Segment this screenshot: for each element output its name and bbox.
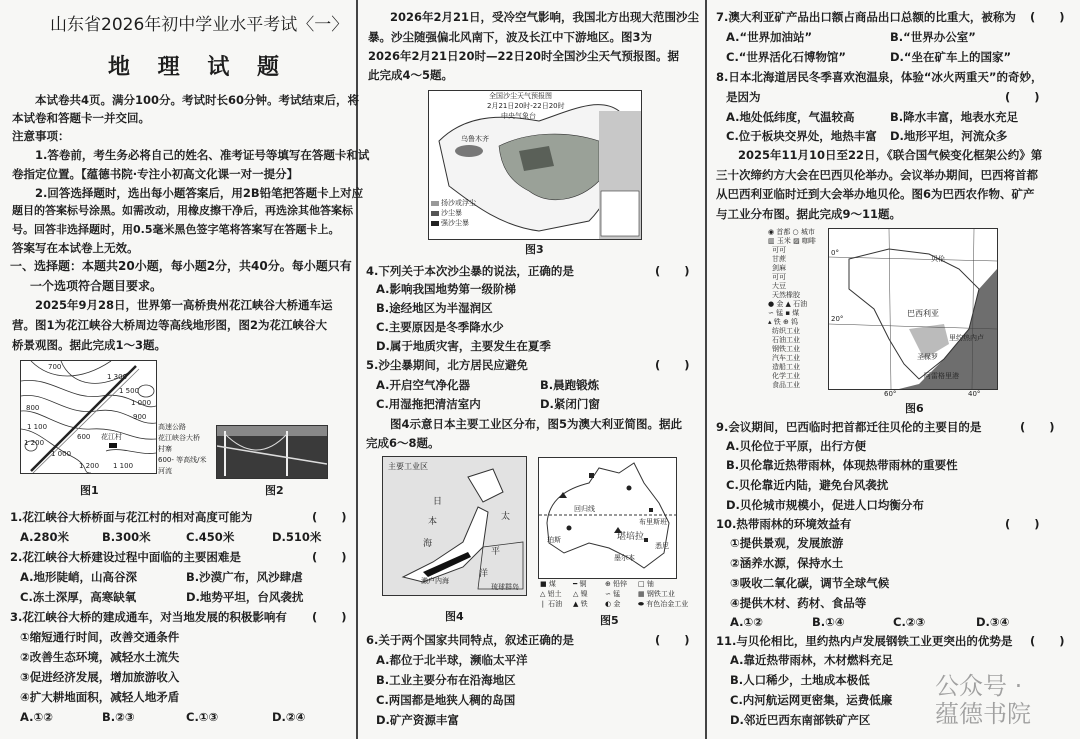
question-stem: 8.日本北海道居民冬季喜欢泡温泉，体验“冰火两重天”的奇妙， (716, 70, 1043, 84)
legend-item: ▲ 铁 (573, 600, 588, 608)
legend-item: 剑麻 (772, 264, 786, 272)
passage-line: 完成6～8题。 (366, 436, 440, 450)
intro-line: 号。回答非选择题时，用0.5毫米黑色签字笔将答案写在答题卡上。 (12, 223, 340, 236)
section-heading: 一、选择题：本题共20小题，每小题2分，共40分。每小题只有 (10, 259, 352, 273)
map-label: 洋 (479, 569, 489, 579)
question-stem: 6.关于两个国家共同特点，叙述正确的是 (366, 633, 574, 647)
contour-label: 1 200 (24, 439, 45, 447)
option[interactable]: D.“坐在矿车上的国家” (890, 50, 1012, 64)
exam-title: 山东省2026年初中学业水平考试〈一〉 (50, 15, 349, 35)
question-stem: 10.热带雨林的环境效益有 (716, 517, 852, 531)
passage-line: 营。图1为花江峡谷大桥周边等高线地形图，图2为花江峡谷大 (12, 318, 328, 332)
contour-label: 1 200 (79, 462, 100, 470)
watermark: 公众号 · 蕴德书院 (935, 672, 1031, 728)
question-stem: 4.下列关于本次沙尘暴的说法，正确的是 (366, 264, 574, 278)
option[interactable]: D.③④ (976, 615, 1010, 629)
passage-line: 2025年11月10日至22日，《联合国气候变化框架公约》第 (738, 148, 1043, 162)
contour-label: 700 (48, 363, 62, 371)
legend-item: 村寨 (158, 445, 172, 453)
legend-item: ◐ 金 (605, 600, 621, 608)
intro-line: 本试卷共4页。满分100分。考试时长60分钟。考试结束后，将 (35, 93, 360, 107)
map-label: 墨尔本 (614, 554, 635, 562)
latitude-label: 0° (831, 249, 839, 257)
contour-label: 1 000 (51, 450, 72, 458)
map-label: 太 (501, 512, 511, 522)
legend-item: ● 金 ▲ 石油 (768, 300, 808, 308)
legend-item: ▥ 玉米 ▨ 咖啡 (768, 237, 816, 245)
bridge-icon (217, 426, 327, 478)
legend-item: 造船工业 (772, 363, 800, 371)
legend-item: 可可 (772, 246, 786, 254)
option[interactable]: B.①④ (812, 615, 845, 629)
statement: ④扩大耕地面积，减轻人地矛盾 (20, 690, 180, 704)
figure-caption: 图2 (265, 484, 284, 497)
legend-item: ⊕ 铅锌 (605, 580, 628, 588)
longitude-label: 60° (884, 390, 897, 398)
passage-line: 此完成4～5题。 (368, 68, 454, 82)
option[interactable]: A.①② (730, 615, 763, 629)
longitude-label: 40° (968, 390, 981, 398)
map-label: 悉尼 (655, 542, 669, 550)
passage-line: 2026年2月21日20时—22日20时全国沙尘天气预报图。据 (368, 49, 680, 63)
option[interactable]: B.贝伦靠近热带雨林，体现热带雨林的重要性 (726, 458, 958, 472)
option[interactable]: D.510米 (272, 530, 322, 544)
option[interactable]: C.内河航运网更密集，运费低廉 (730, 693, 893, 707)
contour-map-figure-1 (20, 360, 157, 474)
legend-item: 主要工业区 (388, 462, 428, 471)
legend-item: 强沙尘暴 (441, 219, 469, 227)
legend-item: ▴ 铁 ⊕ 钨 (768, 318, 799, 326)
answer-blank[interactable]: ( ) (655, 264, 690, 278)
legend-item: ◉ 首都 ○ 城市 (768, 228, 815, 236)
question-stem: 9.会议期间，巴西临时把首都迁往贝伦的主要目的是 (716, 420, 982, 434)
option[interactable]: A.贝伦位于平原，出行方便 (726, 439, 866, 453)
option[interactable]: A.开启空气净化器 (376, 378, 470, 392)
place-label: 乌鲁木齐 (461, 135, 489, 143)
contour-label: 1 100 (113, 462, 134, 470)
map-label: 平 (491, 547, 501, 557)
latitude-label: 20° (831, 315, 844, 323)
legend-item: △ 铝土 (540, 590, 562, 598)
option[interactable]: C.主要原因是冬季降水少 (376, 320, 504, 334)
legend-item: ━ 铜 (573, 580, 587, 588)
city-label: 阿雷格里港 (924, 372, 959, 380)
legend-item: 纺织工业 (772, 327, 800, 335)
option[interactable]: D.邻近巴西东南部铁矿产区 (730, 713, 871, 727)
bridge-photo-figure-2 (216, 425, 328, 479)
contour-label: 900 (133, 413, 147, 421)
answer-blank[interactable]: ( ) (655, 358, 690, 372)
option[interactable]: C.①③ (186, 710, 219, 724)
question-stem: 3.花江峡谷大桥的建成通车，对当地发展的积极影响有 (10, 610, 287, 624)
map-title: 全国沙尘天气预报图 (489, 92, 552, 100)
statement: ②涵养水源，保持水土 (730, 556, 844, 570)
answer-blank[interactable]: ( ) (312, 550, 347, 564)
legend-item: ∽ 锰 (605, 590, 621, 598)
japan-map (383, 457, 526, 595)
legend-item: 汽车工业 (772, 354, 800, 362)
question-stem: 1.花江峡谷大桥桥面与花江村的相对高度可能为 (10, 510, 253, 524)
legend-item: ⬬ 有色冶金工业 (638, 600, 689, 608)
option[interactable]: C.贝伦靠近内陆，避免台风袭扰 (726, 478, 889, 492)
option[interactable]: C.②③ (893, 615, 926, 629)
option[interactable]: B.降水丰富，地表水充足 (890, 110, 1019, 124)
passage-line: 三十次缔约方大会在巴西贝伦举办。会议举办期间，巴西将首都 (716, 168, 1038, 182)
figure-caption: 图5 (600, 614, 619, 627)
map-label: 海 (423, 539, 433, 549)
answer-blank[interactable]: ( ) (655, 633, 690, 647)
map-label: 琉球群岛 (491, 583, 519, 591)
map-label: 珀斯 (547, 536, 561, 544)
legend-item: 花江峡谷大桥 (158, 434, 200, 442)
intro-line: 2.回答选择题时，选出每小题答案后，用2B铅笔把答题卡上对应 (35, 186, 364, 200)
statement: ②改善生态环境，减轻水土流失 (20, 650, 180, 664)
legend-item: ∽ 锰 ▪ 煤 (768, 309, 800, 317)
map-label: 本 (428, 517, 438, 527)
contour-label: 1 100 (27, 423, 48, 431)
statement: ④提供木材、药材、食品等 (730, 596, 867, 610)
intro-line: 题目的答案标号涂黑。如需改动，用橡皮擦干净后，再选涂其他答案标 (12, 204, 353, 217)
map-subtitle: 2月21日20时-22日20时 (487, 102, 565, 110)
column-divider (705, 0, 707, 739)
option[interactable]: D.地势平坦，台风袭扰 (186, 590, 304, 604)
option[interactable]: D.属于地质灾害，主要发生在夏季 (376, 339, 551, 353)
passage-line: 图4示意日本主要工业区分布，图5为澳大利亚简图。据此 (390, 417, 683, 431)
legend-item: 钢铁工业 (772, 345, 800, 353)
option[interactable]: C.“世界活化石博物馆” (726, 50, 846, 64)
city-label: 里约热内卢 (949, 334, 984, 342)
option[interactable]: B.②③ (102, 710, 135, 724)
option[interactable]: B.工业主要分布在沿海地区 (376, 673, 516, 687)
legend-item: 化学工业 (772, 372, 800, 380)
legend-item: 甘蔗 (772, 255, 786, 263)
legend-item: 食品工业 (772, 381, 800, 389)
option[interactable]: D.矿产资源丰富 (376, 713, 459, 727)
question-stem: 是因为 (726, 90, 761, 104)
option[interactable]: D.地形平坦，河流众多 (890, 129, 1008, 143)
option[interactable]: A.地形陡峭，山高谷深 (20, 570, 137, 584)
option[interactable]: D.②④ (272, 710, 306, 724)
option[interactable]: A.①② (20, 710, 53, 724)
passage-line: 2025年9月28日，世界第一高桥贵州花江峡谷大桥通车运 (35, 298, 333, 312)
legend-item: 大豆 (772, 282, 786, 290)
legend-item: △ 镍 (573, 590, 588, 598)
statement: ①缩短通行时间，改善交通条件 (20, 630, 180, 644)
passage-line: 暴。沙尘随强偏北风南下，波及长江中下游地区。图3为 (368, 30, 652, 44)
figure-caption: 图6 (905, 402, 924, 415)
option[interactable]: B.晨跑锻炼 (540, 378, 600, 392)
legend-item: 600- 等高线/米 (158, 456, 207, 464)
map-source: 中央气象台 (501, 112, 536, 120)
option[interactable]: C.冻土深厚，高寒缺氧 (20, 590, 137, 604)
column-divider (356, 0, 358, 739)
figure-caption: 图3 (525, 243, 544, 256)
passage-line: 从巴西利亚临时迁到大会举办地贝伦。图6为巴西农作物、矿产 (716, 187, 1035, 201)
answer-blank[interactable]: ( ) (1005, 90, 1040, 104)
contour-label: 1 000 (131, 399, 152, 407)
option[interactable]: B.“世界办公室” (890, 30, 976, 44)
question-stem: 2.花江峡谷大桥建设过程中面临的主要困难是 (10, 550, 241, 564)
city-label: 巴西利亚 (907, 309, 939, 318)
village-label: 花江村 (101, 433, 122, 441)
option[interactable]: A.280米 (20, 530, 69, 544)
option[interactable]: D.贝伦城市规模小，促进人口均衡分布 (726, 498, 924, 512)
notice-heading: 注意事项： (12, 129, 70, 143)
intro-line: 答案写在本试卷上无效。 (12, 241, 139, 255)
legend-item: 沙尘暴 (441, 209, 462, 217)
option[interactable]: A.靠近热带雨林，木材燃料充足 (730, 653, 893, 667)
statement: ③促进经济发展，增加旅游收入 (20, 670, 180, 684)
passage-line: 与工业分布图。据此完成9～11题。 (716, 207, 902, 221)
option[interactable]: B.沙漠广布，风沙肆虐 (186, 570, 303, 584)
contour-label: 1 300 (107, 373, 128, 381)
section-heading: 一个选项符合题目要求。 (30, 279, 163, 293)
option[interactable]: C.450米 (186, 530, 235, 544)
sandstorm-map-figure-3 (428, 90, 642, 240)
legend-item: 扬沙或浮尘 (441, 199, 476, 207)
option[interactable]: C.用湿拖把清洁室内 (376, 397, 481, 411)
option[interactable]: B.途经地区为半湿润区 (376, 301, 493, 315)
option[interactable]: A.“世界加油站” (726, 30, 813, 44)
subject-title: 地 理 试 题 (108, 55, 289, 80)
statement: ①提供景观，发展旅游 (730, 536, 844, 550)
question-stem: 7.澳大利亚矿产品出口额占商品出口总额的比重大，被称为 (716, 10, 1016, 24)
statement: ③吸收二氧化碳，调节全球气候 (730, 576, 890, 590)
city-label: 贝伦 (931, 255, 945, 263)
legend-item: 高速公路 (158, 423, 186, 431)
map-label: 濑户内海 (421, 577, 449, 585)
intro-line: 1.答卷前，考生务必将自己的姓名、准考证号等填写在答题卡和试 (35, 148, 370, 162)
option[interactable]: D.紧闭门窗 (540, 397, 600, 411)
answer-blank[interactable]: ( ) (1020, 420, 1055, 434)
legend-item: ❘ 石油 (540, 600, 563, 608)
answer-blank[interactable]: ( ) (1005, 517, 1040, 531)
passage-line: 桥景观图。据此完成1～3题。 (12, 338, 167, 352)
option[interactable]: C.位于板块交界处，地热丰富 (726, 129, 877, 143)
question-stem: 11.与贝伦相比，里约热内卢发展钢铁工业更突出的优势是 (716, 634, 1013, 648)
legend-item: 河流 (158, 467, 172, 475)
contour-label: 800 (26, 404, 40, 412)
intro-line: 卷指定位置。【蕴德书院·专注小初高文化课一对一提分】 (12, 167, 299, 181)
map-label: 回归线 (574, 505, 595, 513)
legend-item: □ 铀 (638, 580, 654, 588)
option[interactable]: A.影响我国地势第一级阶梯 (376, 282, 516, 296)
map-label: 日 (433, 497, 443, 507)
answer-blank[interactable]: ( ) (1030, 10, 1065, 24)
figure-caption: 图1 (80, 484, 99, 497)
legend-item: 可可 (772, 273, 786, 281)
option[interactable]: B.人口稀少，土地成本极低 (730, 673, 870, 687)
passage-line: 2026年2月21日，受冷空气影响，我国北方出现大范围沙尘 (390, 10, 700, 24)
option[interactable]: A.都位于北半球，濒临太平洋 (376, 653, 528, 667)
australia-map-figure-5 (538, 457, 677, 579)
city-label: 圣保罗 (917, 353, 938, 361)
legend-item: ▦ 钢铁工业 (638, 590, 675, 598)
contour-label: 1 500 (119, 387, 140, 395)
legend-item: 石油工业 (772, 336, 800, 344)
map-label: 布里斯班 (639, 518, 667, 526)
figure-caption: 图4 (445, 610, 464, 623)
intro-line: 本试卷和答题卡一并交回。 (12, 111, 150, 125)
legend-item: 天然橡胶 (772, 291, 800, 299)
map-label: 堪培拉 (617, 532, 645, 542)
japan-map-figure-4 (382, 456, 527, 596)
legend-item: ■ 煤 (540, 580, 556, 588)
answer-blank[interactable]: ( ) (1030, 634, 1065, 648)
answer-blank[interactable]: ( ) (312, 610, 347, 624)
question-stem: 5.沙尘暴期间，北方居民应避免 (366, 358, 528, 372)
option[interactable]: C.两国都是地狭人稠的岛国 (376, 693, 516, 707)
brazil-map-figure-6 (828, 228, 998, 390)
option[interactable]: B.300米 (102, 530, 151, 544)
contour-label: 600 (77, 433, 91, 441)
answer-blank[interactable]: ( ) (312, 510, 347, 524)
option[interactable]: A.地处低纬度，气温较高 (726, 110, 855, 124)
